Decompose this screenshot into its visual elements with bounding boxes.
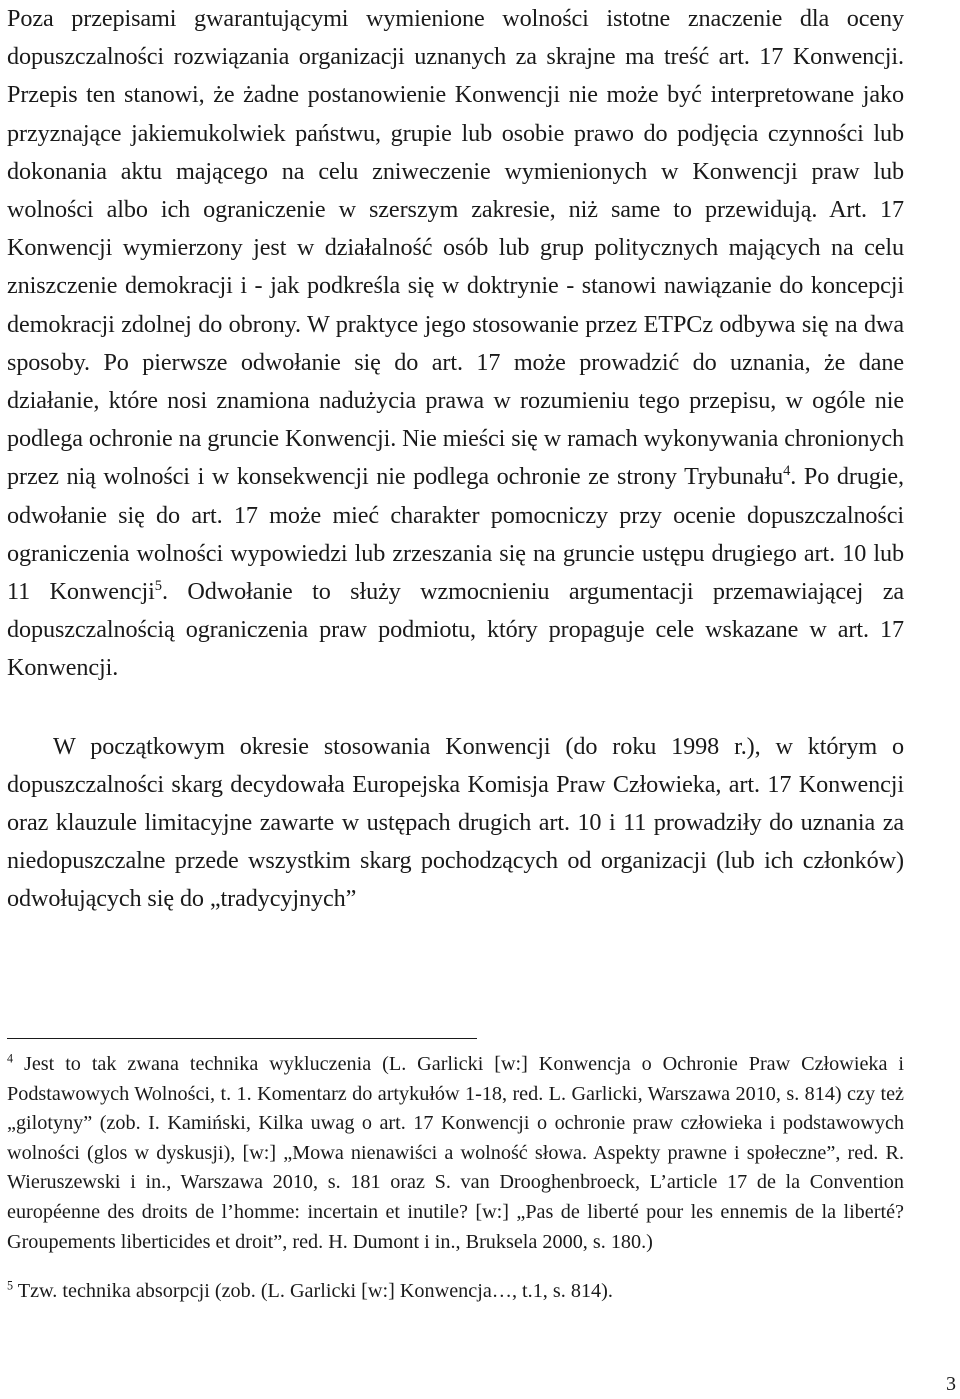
page-number: 3 [946,1373,956,1395]
footnote-separator [7,1038,477,1039]
paragraph-1 [7,0,904,688]
footnote-ref-4[interactable]: 4 [783,463,791,480]
footnote-4 [7,1050,904,1257]
footnote-number-5: 5 [7,1278,14,1293]
footnotes [7,1050,904,1307]
footnote-5 [7,1277,904,1307]
paragraph-1-part-3: . Odwołanie to służy wzmocnieniu argumentacji przemawiającej za dopuszczalnością ograniczenia praw podmiotu, który propaguje cele wskazane w art. 17 Konwencji. [7,578,905,682]
paragraph-1-part-2: . Po drugie, odwołanie się do art. 17 może mieć charakter pomocniczy przy ocenie dopuszczalności ograniczenia wolności wypowiedzi lub zrzeszania się na gruncie ustępu drugiego art. 10 lub 11 Konwencji [7,463,905,606]
footnote-4-text: Jest to tak zwana technika wykluczenia (L. Garlicki [w:] Konwencja o Ochronie Praw Człowieka i Podstawowych Wolności, t. 1. Komentarz do artykułów 1-18, red. L. Garlicki, Warszawa 2010, s. 814) czy też „gilotyny” (zob. I. Kamiński, Kilka uwag o art. 17 Konwencji o ochronie praw człowieka i podstawowych wolności (glos w dyskusji), [w:] „Mowa nienawiści a wolność słowa. Aspekty prawne i społeczne”, red. R. Wieruszewski i in., Warszawa 2010, s. 181 oraz S. van Drooghenbroeck, L’article 17 de la Convention européenne des droits de l’homme: incertain et inutile? [w:] „Pas de liberté pour les ennemis de la liberté? Groupements liberticides et droit”, red. H. Dumont i in., Bruksela 2000, s. 180.) [7,1053,904,1253]
main-text [7,0,904,919]
footnote-number-4: 4 [7,1051,14,1066]
footnote-ref-5[interactable]: 5 [154,578,162,595]
footnote-5-text: Tzw. technika absorpcji (zob. (L. Garlicki [w:] Konwencja…, t.1, s. 814). [13,1280,613,1303]
paragraph-1-part-1: Poza przepisami gwarantującymi wymienione wolności istotne znaczenie dla oceny dopuszczalności rozwiązania organizacji uznanych za skrajne ma treść art. 17 Konwencji. Przepis ten stanowi, że żadne postanowienie Konwencji nie może być interpretowane jako przyznające jakiemukolwiek państwu, grupie lub osobie prawo do podjęcia czynności lub dokonania aktu mającego na celu zniweczenie wymienionych w Konwencji praw lub wolności albo ich ograniczenie w szerszym zakresie, niż same to przewidują. Art. 17 Konwencji wymierzony jest w działalność osób lub grup politycznych mających na celu zniszczenie demokracji i - jak podkreśla się w doktrynie - stanowi nawiązanie do koncepcji demokracji zdolnej do obrony. W praktyce jego stosowanie przez ETPCz odbywa się na dwa sposoby. Po pierwsze odwołanie się do art. 17 może prowadzić do uznania, że dane działanie, które nosi znamiona nadużycia prawa w rozumieniu tego przepisu, w ogóle nie podlega ochronie na gruncie Konwencji. Nie mieści się w ramach wykonywania chronionych przez nią wolności i w konsekwencji nie podlega ochronie ze strony Trybunału [7,5,904,491]
paragraph-2: W początkowym okresie stosowania Konwencji (do roku 1998 r.), w którym o dopuszczalności skarg decydowała Europejska Komisja Praw Człowieka, art. 17 Konwencji oraz klauzule limitacyjne zawarte w ustępach drugich art. 10 i 11 prowadziły do uznania za niedopuszczalne przede wszystkim skarg pochodzących od organizacji (lub ich członków) odwołujących się do „tradycyjnych” [7,732,904,913]
